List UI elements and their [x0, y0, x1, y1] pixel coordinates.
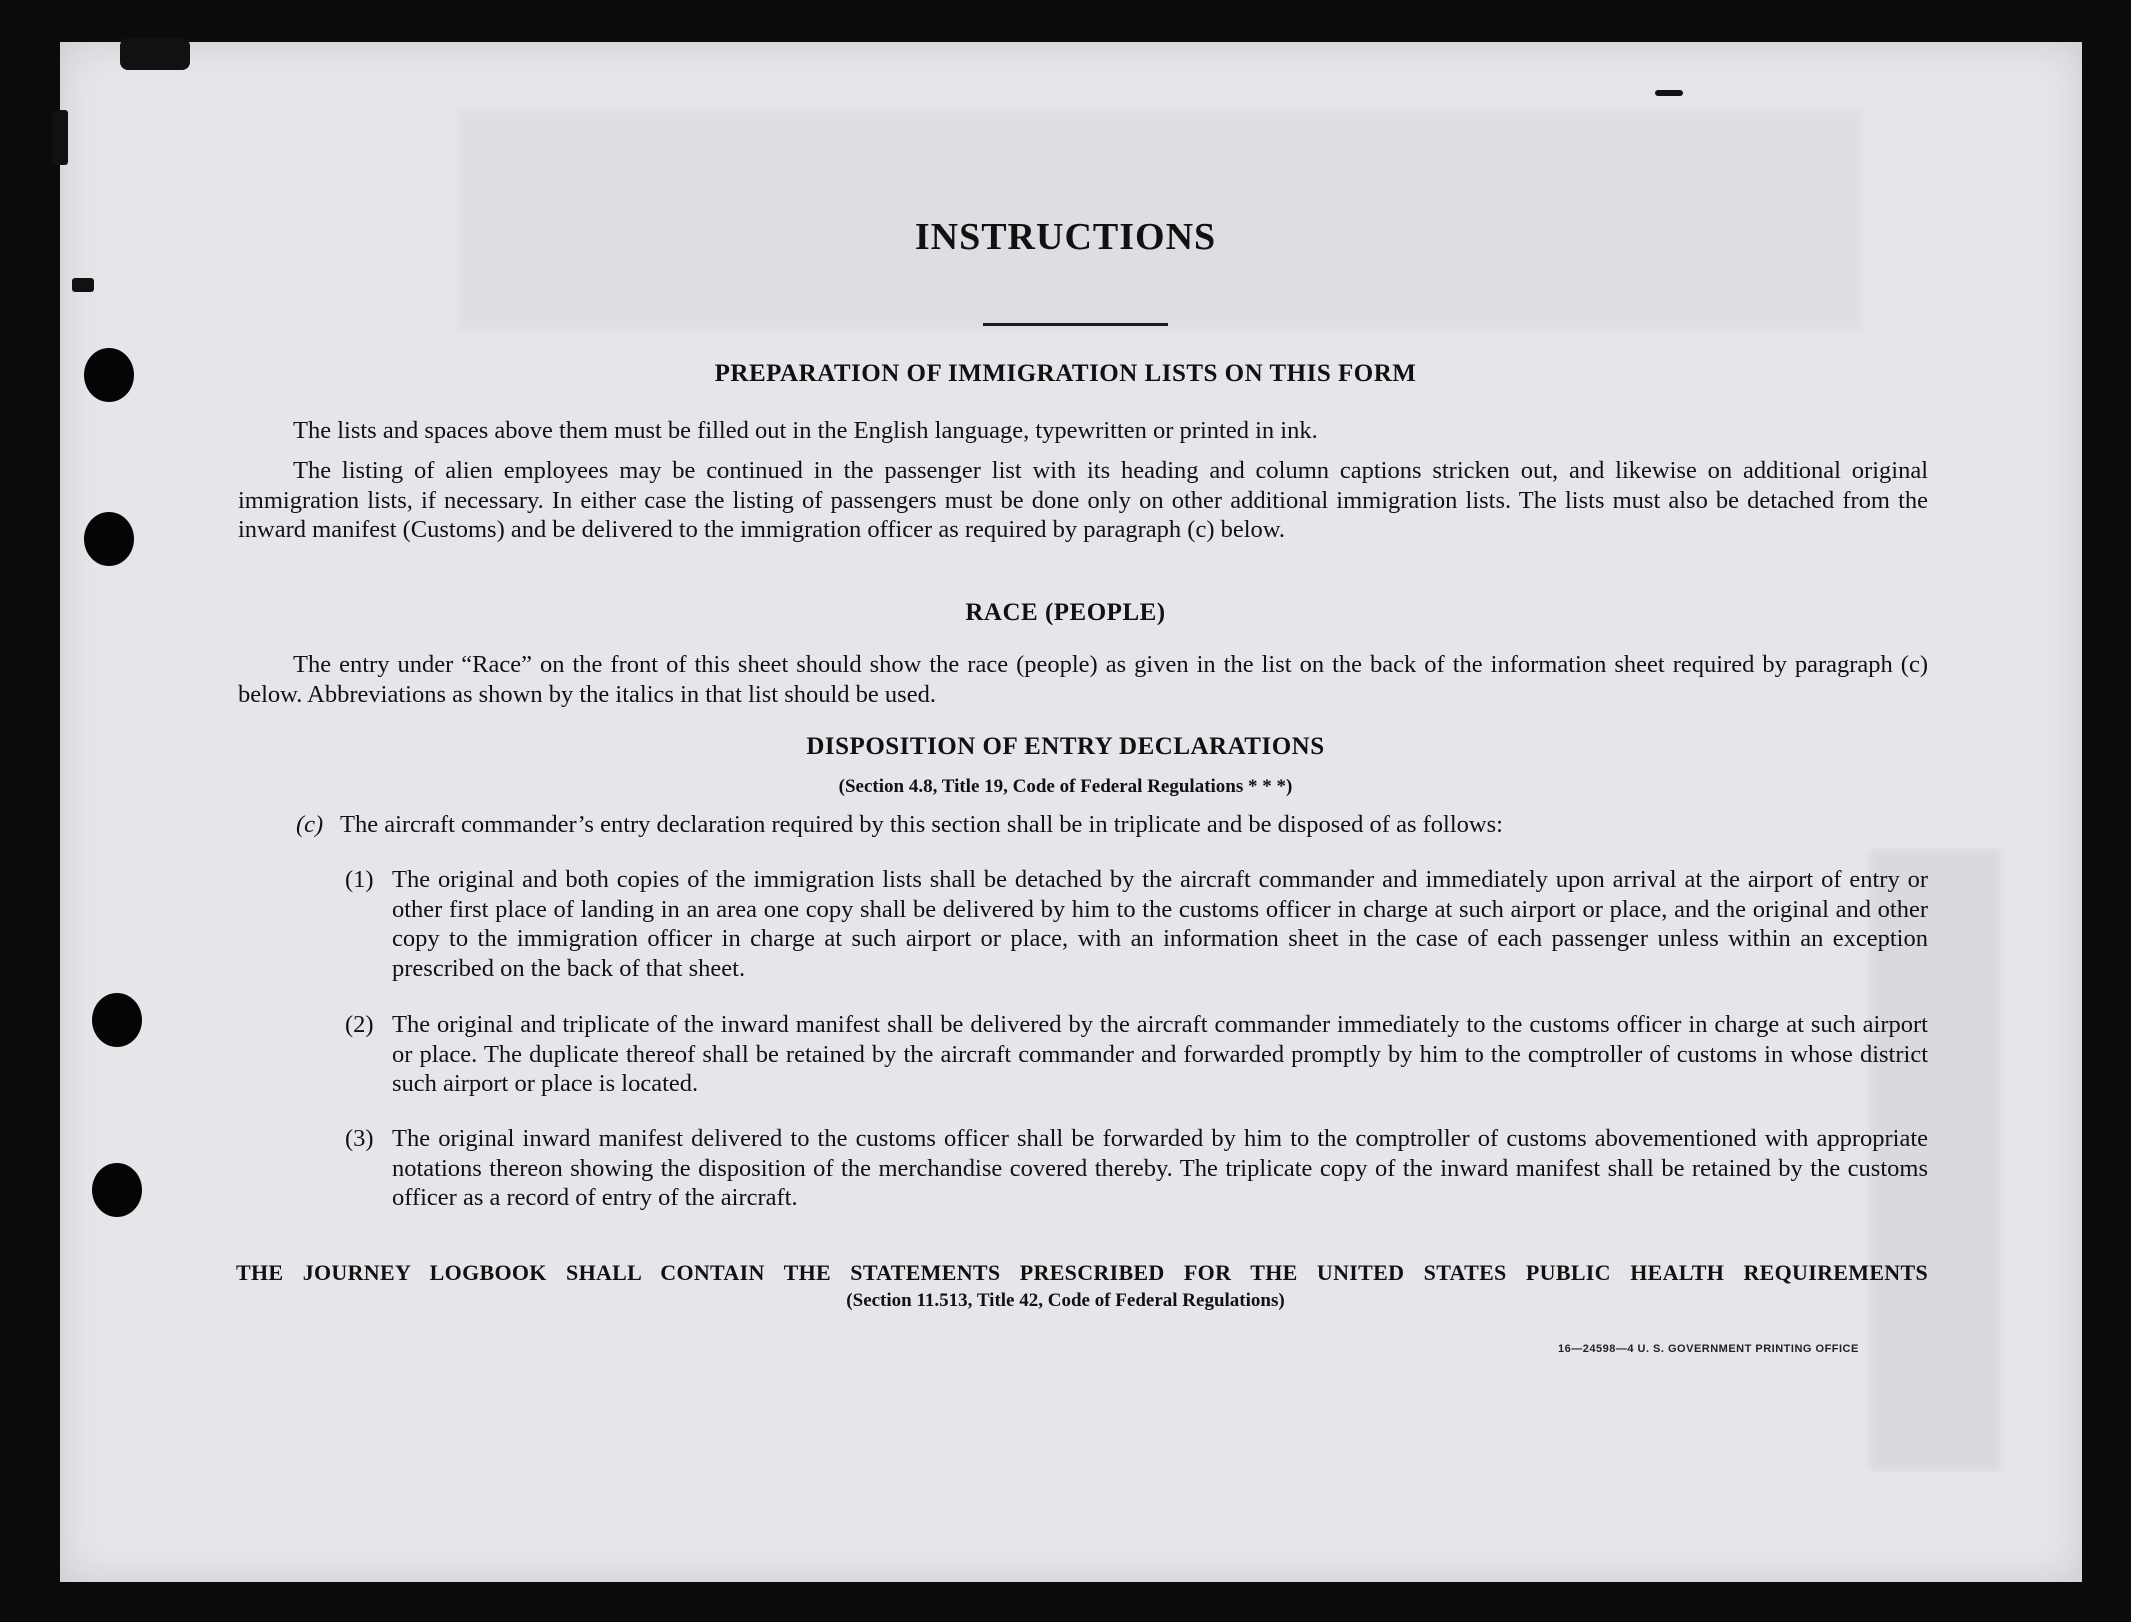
paragraph-race-1: The entry under “Race” on the front of this sheet should show the race (people) as given in the list on the back of the information sheet required by paragraph (c) below. Abbreviations as shown by the italics in that list should be used.	[238, 651, 1928, 708]
punch-hole	[92, 1163, 142, 1217]
paragraph-c-text: The aircraft commander’s entry declaration required by this section shall be in triplicate and be disposed of as follows:	[340, 811, 1503, 838]
item-1-label: (1)	[345, 866, 374, 893]
item-3-text: The original inward manifest delivered to the customs officer shall be forwarded by him to the comptroller of customs abovementioned with appropriate notations thereon showing the disposition of the merchandise covered thereby. The triplicate copy of the inward manifest shall be retained by the customs officer as a record of entry of the aircraft.	[392, 1125, 1928, 1211]
torn-edge-mark	[120, 38, 190, 70]
punch-hole	[92, 993, 142, 1047]
logbook-requirement-text: THE JOURNEY LOGBOOK SHALL CONTAIN THE STATEMENTS PRESCRIBED FOR THE UNITED STATES PUBLIC HEALTH REQUIREMENTS	[236, 1260, 1928, 1285]
speck-mark	[1655, 90, 1683, 96]
item-3-label: (3)	[345, 1125, 374, 1152]
punch-hole	[84, 512, 134, 566]
citation-section-4-8: (Section 4.8, Title 19, Code of Federal Regulations * * *)	[838, 776, 1293, 797]
speck-mark	[72, 278, 94, 292]
paragraph-preparation-1: The lists and spaces above them must be filled out in the English language, typewritten or printed in ink.	[293, 417, 1318, 444]
title-underline	[983, 323, 1168, 326]
item-1-text: The original and both copies of the immigration lists shall be detached by the aircraft commander and immediately upon arrival at the airport of entry or other first place of landing in an area one copy shall be delivered by him to the customs officer in charge at such airport or place, and the original and other copy to the immigration officer in charge at such airport or place, with an information sheet in the case of each passenger unless within an exception prescribed on the back of that sheet.	[392, 866, 1928, 982]
paragraph-c-label: (c)	[296, 811, 324, 838]
paragraph-preparation-2: The listing of alien employees may be continued in the passenger list with its heading and column captions stricken out, and likewise on additional original immigration lists, if necessary. In either case the listing of passengers must be done only on other additional immigration lists. The lists must also be detached from the inward manifest (Customs) and be delivered to the immigration officer as required by paragraph (c) below.	[238, 457, 1928, 543]
section-heading-preparation: PREPARATION OF IMMIGRATION LISTS ON THIS FORM	[714, 360, 1417, 387]
item-2-text: The original and triplicate of the inward manifest shall be delivered by the aircraft commander immediately to the customs officer in charge at such airport or place. The duplicate thereof shall be retained by the aircraft commander and forwarded promptly by him to the comptroller of customs in whose district such airport or place is located.	[392, 1011, 1928, 1097]
citation-section-11-513: (Section 11.513, Title 42, Code of Federal Regulations)	[846, 1290, 1285, 1311]
page-title: INSTRUCTIONS	[914, 216, 1217, 258]
printing-office-code: 16—24598—4 U. S. GOVERNMENT PRINTING OFFICE	[1558, 1343, 1859, 1355]
item-2-label: (2)	[345, 1011, 374, 1038]
torn-edge-mark	[52, 110, 68, 165]
section-heading-disposition: DISPOSITION OF ENTRY DECLARATIONS	[806, 733, 1325, 760]
section-heading-race: RACE (PEOPLE)	[965, 599, 1166, 626]
